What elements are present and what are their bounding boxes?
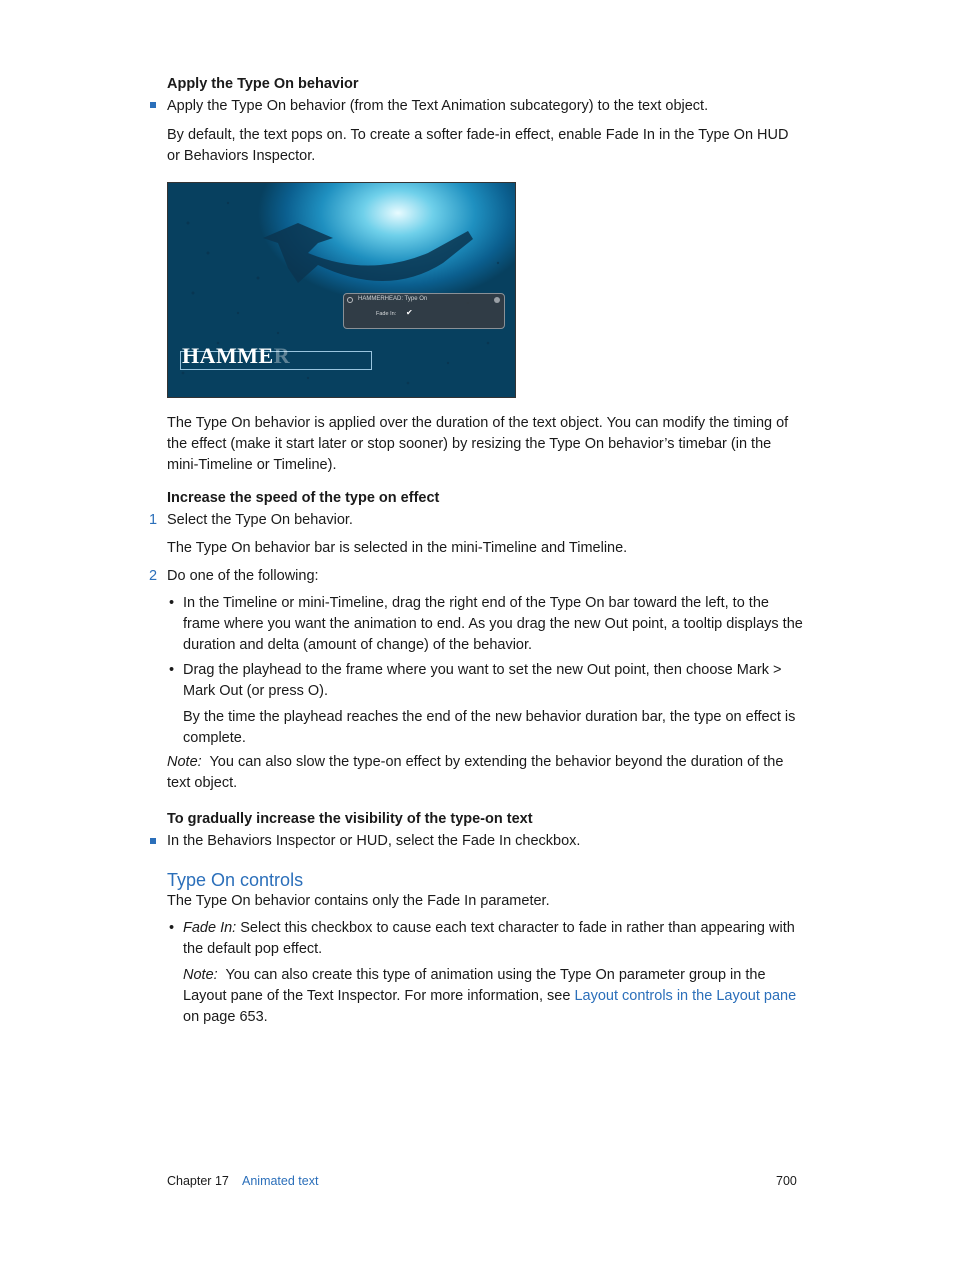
page-number: 700 — [776, 1174, 797, 1188]
typed-text-fading: R — [273, 343, 291, 368]
type-on-hud[interactable] — [343, 293, 505, 329]
note-layout-pane — [183, 965, 803, 1028]
bullet-dot: • — [169, 920, 175, 936]
para-type-on-controls-intro: The Type On behavior contains only the Fade In parameter. — [167, 893, 550, 909]
step-1-result: The Type On behavior bar is selected in the mini-Timeline and Timeline. — [167, 540, 628, 556]
fade-in-item — [183, 918, 803, 960]
bullet-apply-type-on: Apply the Type On behavior (from the Text Animation subcategory) to the text object. — [167, 98, 709, 114]
para-default-pops-on: By default, the text pops on. To create a softer fade-in effect, enable Fade In in the Type On HUD or Behaviors Inspector. — [167, 127, 789, 164]
heading-gradual-visibility: To gradually increase the visibility of the type-on text — [167, 811, 533, 827]
square-bullet — [150, 102, 156, 108]
section-title-type-on-controls: Type On controls — [167, 870, 304, 890]
option-2-result: By the time the playhead reaches the end of the new behavior duration bar, the type on effect is complete. — [183, 709, 796, 746]
para-duration: The Type On behavior is applied over the duration of the text object. You can modify the timing of the effect (make it start later or stop sooner) by resizing the Type On behavior’s timebar (in the mini-Timeline or Timeline). — [167, 415, 789, 473]
link-layout-controls[interactable]: Layout controls in the Layout pane — [574, 988, 797, 1004]
bullet-fade-in-checkbox: In the Behaviors Inspector or HUD, select the Fade In checkbox. — [167, 833, 581, 849]
note-text: You can also create this type of animation using the Type On parameter group in the Layout pane of the Text Inspector. For more information, see — [183, 967, 766, 1004]
step-2-text: Do one of the following: — [167, 568, 319, 584]
heading-apply-type-on: Apply the Type On behavior — [167, 76, 359, 92]
figure-hammerhead-screenshot — [167, 182, 516, 398]
footer-chapter-link[interactable]: Animated text — [242, 1174, 319, 1188]
bullet-dot: • — [169, 595, 175, 611]
step-1-text: Select the Type On behavior. — [167, 512, 353, 528]
typed-text-visible: HAMME — [182, 343, 274, 368]
square-bullet — [150, 838, 156, 844]
gear-icon[interactable] — [347, 297, 353, 303]
heading-increase-speed: Increase the speed of the type on effect — [167, 490, 440, 506]
info-icon[interactable] — [494, 297, 500, 303]
note-tail: on page 653. — [183, 1009, 268, 1025]
option-1: In the Timeline or mini-Timeline, drag the right end of the Type On bar toward the left, to the frame where you want the animation to end. As you drag the new Out point, a tooltip displays the duration and delta (amount of change) of the behavior. — [183, 595, 803, 653]
fade-in-checkbox[interactable]: ✔ — [406, 308, 413, 317]
note-label: Note: — [167, 754, 202, 770]
fade-in-item-text: Select this checkbox to cause each text character to fade in rather than appearing with the default pop effect. — [183, 920, 795, 957]
typed-text — [182, 343, 290, 369]
step-number-1: 1 — [149, 512, 158, 528]
step-number-2: 2 — [149, 568, 158, 584]
footer-chapter: Chapter 17 — [167, 1174, 229, 1188]
note-slow-type-on — [167, 752, 802, 794]
bullet-dot: • — [169, 662, 175, 678]
hud-title: HAMMERHEAD: Type On — [358, 296, 428, 302]
option-2: Drag the playhead to the frame where you want to set the new Out point, then choose Mark > Mark Out (or press O). — [183, 662, 782, 699]
fade-in-label: Fade In: — [376, 311, 397, 317]
fade-in-item-label: Fade In: — [183, 920, 237, 936]
note-label: Note: — [183, 967, 218, 983]
note-text: You can also slow the type-on effect by extending the behavior beyond the duration of the text object. — [167, 754, 784, 791]
